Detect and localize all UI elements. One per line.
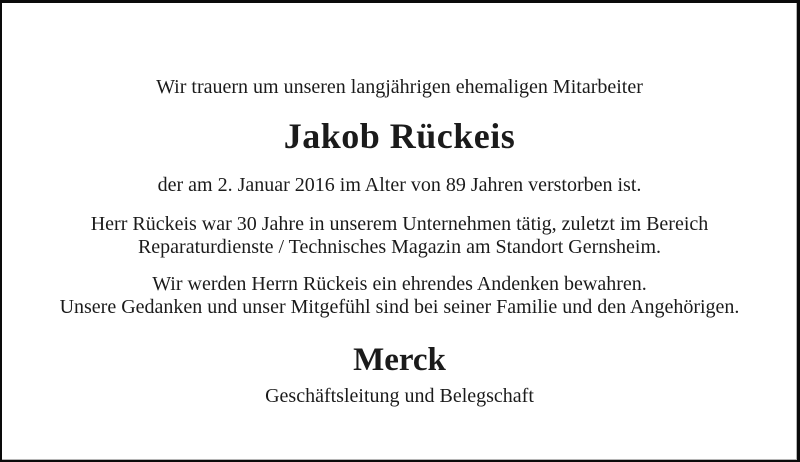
deceased-name: Jakob Rückeis [283,116,516,156]
intro-line: Wir trauern um unseren langjährigen ehemaligen Mitarbeiter [156,76,643,98]
career-line-2: Reparaturdienste / Technisches Magazin am Standort Gernsheim. [137,236,662,258]
remembrance-line-2: Unsere Gedanken und unser Mitgefühl sind bei seiner Familie und den Angehörigen. [59,296,740,318]
signature-line: Geschäftsleitung und Belegschaft [265,385,534,407]
death-date-line: der am 2. Januar 2016 im Alter von 89 Jahren verstorben ist. [157,174,642,196]
remembrance-paragraph [2,273,797,319]
company-name: Merck [353,342,446,378]
remembrance-line-1: Wir werden Herrn Rückeis ein ehrendes Andenken bewahren. [152,273,647,295]
career-line-1: Herr Rückeis war 30 Jahre in unserem Unternehmen tätig, zuletzt im Bereich [90,213,709,235]
career-paragraph [2,213,797,259]
